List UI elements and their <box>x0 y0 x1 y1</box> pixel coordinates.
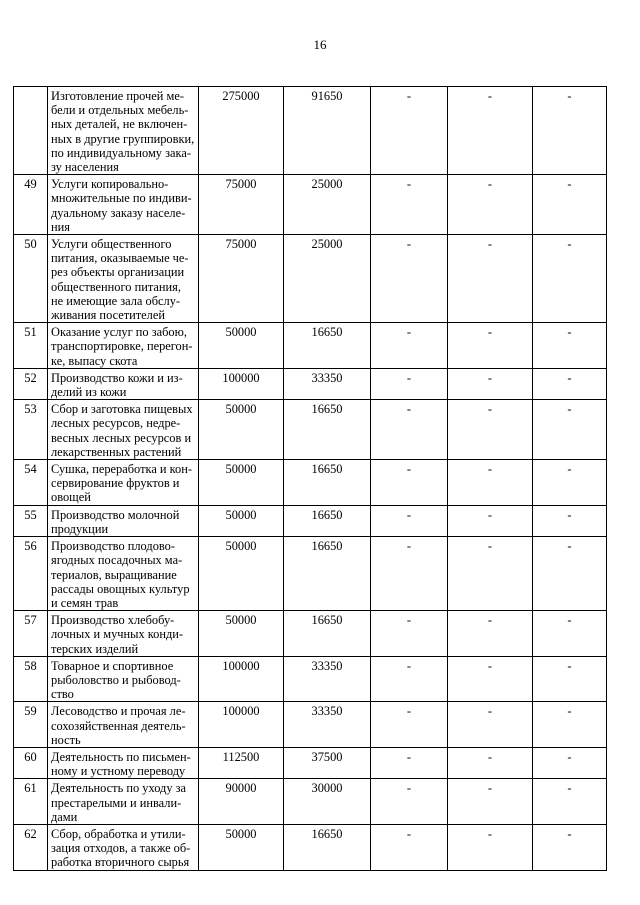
dash-cell: - <box>533 87 607 175</box>
dash-cell: - <box>448 400 533 460</box>
activity-name: Деятельность по письмен- ному и устному переводу <box>48 747 199 778</box>
activity-name: Сбор и заготовка пищевых лесных ресурсов, недре- весных лесных ресурсов и лекарственных растений <box>48 400 199 460</box>
row-number: 57 <box>14 611 48 657</box>
activity-name: Оказание услуг по забою, транспортировке, перегон- ке, выпасу скота <box>48 323 199 369</box>
dash-cell: - <box>448 702 533 748</box>
dash-cell: - <box>448 460 533 506</box>
amount-1: 50000 <box>199 505 284 536</box>
amount-1: 90000 <box>199 779 284 825</box>
activity-name: Товарное и спортивное рыболовство и рыбовод- ство <box>48 656 199 702</box>
amount-2: 33350 <box>284 702 371 748</box>
dash-cell: - <box>533 611 607 657</box>
row-number: 50 <box>14 235 48 323</box>
table-row <box>14 323 607 369</box>
dash-cell: - <box>371 747 448 778</box>
row-number: 49 <box>14 175 48 235</box>
table-row <box>14 235 607 323</box>
activity-name: Производство кожи и из- делий из кожи <box>48 368 199 399</box>
dash-cell: - <box>533 537 607 611</box>
activity-name: Изготовление прочей ме- бели и отдельных мебель- ных деталей, не включен- ных в другие группировки, по индивидуальному зака- зу населения <box>48 87 199 175</box>
amount-1: 75000 <box>199 175 284 235</box>
amount-1: 275000 <box>199 87 284 175</box>
dash-cell: - <box>448 779 533 825</box>
tariff-table <box>13 86 607 871</box>
dash-cell: - <box>448 824 533 870</box>
row-number: 60 <box>14 747 48 778</box>
table-row <box>14 611 607 657</box>
amount-2: 25000 <box>284 235 371 323</box>
amount-1: 50000 <box>199 824 284 870</box>
row-number: 52 <box>14 368 48 399</box>
amount-2: 16650 <box>284 323 371 369</box>
amount-1: 100000 <box>199 368 284 399</box>
table-row <box>14 400 607 460</box>
activity-name: Услуги общественного питания, оказываемые че- рез объекты организации общественного питания, не имеющие зала обслу- живания посетителей <box>48 235 199 323</box>
dash-cell: - <box>533 702 607 748</box>
amount-2: 33350 <box>284 368 371 399</box>
dash-cell: - <box>448 505 533 536</box>
amount-1: 112500 <box>199 747 284 778</box>
dash-cell: - <box>448 747 533 778</box>
dash-cell: - <box>533 656 607 702</box>
row-number: 53 <box>14 400 48 460</box>
table-row <box>14 537 607 611</box>
activity-name: Сбор, обработка и утили- зация отходов, а также об- работка вторичного сырья <box>48 824 199 870</box>
table-row <box>14 779 607 825</box>
table-row <box>14 460 607 506</box>
dash-cell: - <box>371 400 448 460</box>
row-number: 59 <box>14 702 48 748</box>
dash-cell: - <box>448 537 533 611</box>
amount-2: 16650 <box>284 824 371 870</box>
row-number: 56 <box>14 537 48 611</box>
amount-2: 30000 <box>284 779 371 825</box>
dash-cell: - <box>371 175 448 235</box>
amount-2: 16650 <box>284 537 371 611</box>
dash-cell: - <box>533 323 607 369</box>
dash-cell: - <box>371 460 448 506</box>
dash-cell: - <box>371 537 448 611</box>
row-number: 62 <box>14 824 48 870</box>
table-row <box>14 824 607 870</box>
row-number: 51 <box>14 323 48 369</box>
activity-name: Производство молочной продукции <box>48 505 199 536</box>
activity-name: Услуги копировально- множительные по индиви- дуальному заказу населе- ния <box>48 175 199 235</box>
amount-2: 91650 <box>284 87 371 175</box>
activity-name: Лесоводство и прочая ле- сохозяйственная деятель- ность <box>48 702 199 748</box>
row-number: 54 <box>14 460 48 506</box>
row-number: 58 <box>14 656 48 702</box>
row-number: 61 <box>14 779 48 825</box>
dash-cell: - <box>448 611 533 657</box>
amount-1: 50000 <box>199 611 284 657</box>
amount-1: 50000 <box>199 323 284 369</box>
amount-2: 37500 <box>284 747 371 778</box>
dash-cell: - <box>533 400 607 460</box>
dash-cell: - <box>371 368 448 399</box>
table-row <box>14 656 607 702</box>
table-row <box>14 175 607 235</box>
amount-1: 75000 <box>199 235 284 323</box>
row-number <box>14 87 48 175</box>
dash-cell: - <box>533 747 607 778</box>
dash-cell: - <box>371 87 448 175</box>
dash-cell: - <box>448 323 533 369</box>
dash-cell: - <box>533 175 607 235</box>
activity-name: Производство хлебобу- лочных и мучных конди- терских изделий <box>48 611 199 657</box>
table-body <box>14 87 607 871</box>
amount-1: 50000 <box>199 460 284 506</box>
amount-1: 100000 <box>199 702 284 748</box>
table-row <box>14 87 607 175</box>
table-row <box>14 505 607 536</box>
dash-cell: - <box>448 656 533 702</box>
dash-cell: - <box>533 368 607 399</box>
table-row <box>14 368 607 399</box>
dash-cell: - <box>448 175 533 235</box>
amount-1: 50000 <box>199 400 284 460</box>
amount-1: 50000 <box>199 537 284 611</box>
page-number: 16 <box>313 37 327 52</box>
dash-cell: - <box>371 235 448 323</box>
dash-cell: - <box>371 323 448 369</box>
activity-name: Сушка, переработка и кон- сервирование фруктов и овощей <box>48 460 199 506</box>
table-row <box>14 747 607 778</box>
amount-2: 16650 <box>284 460 371 506</box>
amount-2: 33350 <box>284 656 371 702</box>
amount-2: 25000 <box>284 175 371 235</box>
dash-cell: - <box>533 460 607 506</box>
amount-1: 100000 <box>199 656 284 702</box>
dash-cell: - <box>533 235 607 323</box>
dash-cell: - <box>371 656 448 702</box>
dash-cell: - <box>371 611 448 657</box>
dash-cell: - <box>371 779 448 825</box>
dash-cell: - <box>371 505 448 536</box>
dash-cell: - <box>448 368 533 399</box>
amount-2: 16650 <box>284 505 371 536</box>
row-number: 55 <box>14 505 48 536</box>
dash-cell: - <box>371 702 448 748</box>
dash-cell: - <box>448 87 533 175</box>
dash-cell: - <box>533 779 607 825</box>
activity-name: Деятельность по уходу за престарелыми и инвали- дами <box>48 779 199 825</box>
dash-cell: - <box>533 824 607 870</box>
amount-2: 16650 <box>284 400 371 460</box>
dash-cell: - <box>371 824 448 870</box>
amount-2: 16650 <box>284 611 371 657</box>
table-row <box>14 702 607 748</box>
dash-cell: - <box>533 505 607 536</box>
dash-cell: - <box>448 235 533 323</box>
activity-name: Производство плодово- ягодных посадочных ма- териалов, выращивание рассады овощных культур и семян трав <box>48 537 199 611</box>
